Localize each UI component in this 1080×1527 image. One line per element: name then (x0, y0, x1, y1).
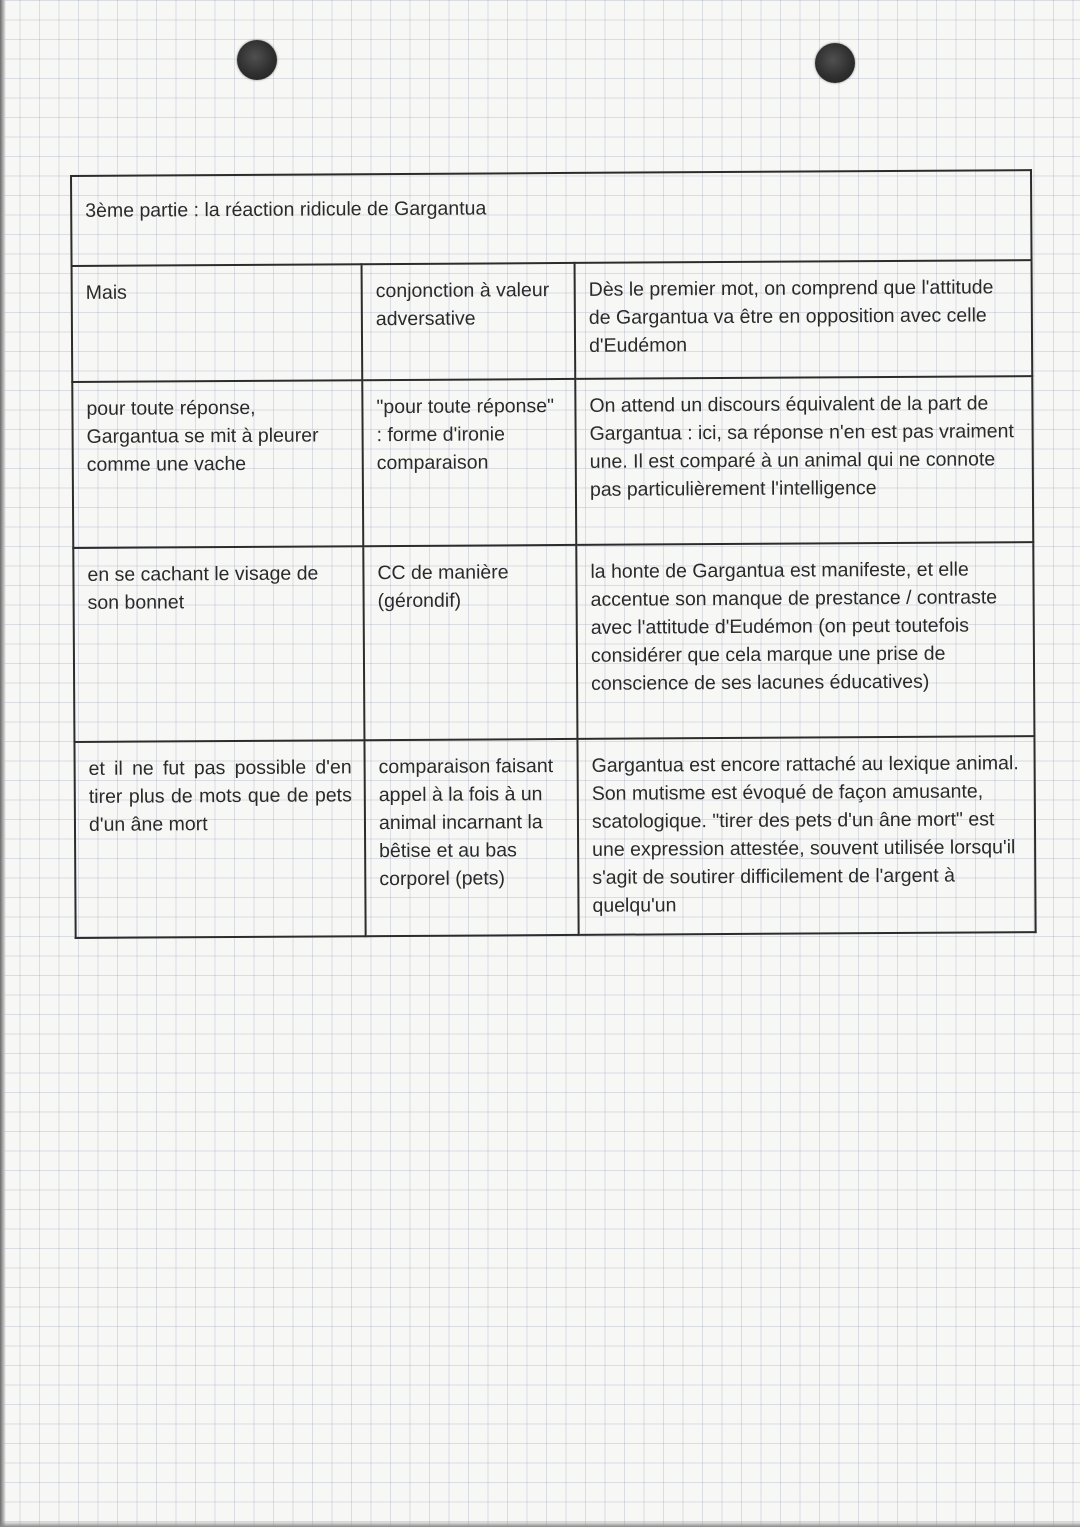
table-row (74, 736, 1035, 938)
analysis-cell (577, 736, 1035, 935)
device-cell (363, 545, 577, 740)
quote-text: Mais (85, 281, 127, 304)
analysis-text: Gargantua est encore rattaché au lexique animal. Son mutisme est évoqué de façon amusante, scatologique. "tirer des pets d'un âne mort" est une expression attestée, souvent utilisée lorsqu'il s'agit de soutirer difficilement de l'argent à quelqu'un (591, 752, 1019, 917)
analysis-cell (576, 542, 1034, 739)
quote-text: pour toute réponse, Gargantua se mit à pleurer comme une vache (86, 396, 319, 476)
device-text: "pour toute réponse" : forme d'ironie comparaison (376, 395, 555, 475)
punch-hole-left (237, 40, 277, 80)
paper-bottom-edge (0, 1521, 1080, 1527)
quote-cell (72, 264, 363, 382)
device-cell (362, 379, 576, 546)
analysis-table (70, 169, 1037, 939)
table-row (72, 376, 1033, 548)
table-row (73, 542, 1034, 742)
device-text: comparaison faisant appel à la fois à un animal incarnant la bêtise et au bas corporel (pets) (378, 755, 554, 891)
analysis-text: la honte de Gargantua est manifeste, et elle accentue son manque de prestance / contraste avec l'attitude d'Eudémon (on peut toutefois considérer que cela marque une prise de conscience de ses lacunes éducatives) (590, 558, 998, 695)
quote-text: et il ne fut pas possible d'en tirer plus de mots que de pets d'un âne mort (88, 756, 352, 836)
device-cell (364, 739, 578, 936)
quote-text: en se cachant le visage de son bonnet (87, 562, 319, 614)
analysis-cell (575, 260, 1033, 379)
analysis-text: Dès le premier mot, on comprend que l'attitude de Gargantua va être en opposition avec celle d'Eudémon (588, 276, 994, 357)
device-text: conjonction à valeur adversative (375, 279, 550, 331)
table-row (72, 260, 1033, 382)
paper-left-edge (0, 0, 6, 1527)
analysis-cell (575, 376, 1033, 545)
table-title-row (71, 170, 1032, 266)
analysis-text: On attend un discours équivalent de la part de Gargantua : ici, sa réponse n'en est pas vraiment une. Il est comparé à un animal qui ne connote pas particulièrement l'intelligence (589, 392, 1014, 501)
device-text: CC de manière (gérondif) (377, 561, 509, 613)
quote-cell (73, 546, 364, 742)
punch-hole-right (815, 43, 855, 83)
section-title (71, 170, 1032, 266)
section-title-text: 3ème partie : la réaction ridicule de Gargantua (85, 197, 487, 222)
device-cell (362, 263, 576, 380)
quote-cell (72, 380, 363, 548)
quote-cell (74, 740, 365, 938)
